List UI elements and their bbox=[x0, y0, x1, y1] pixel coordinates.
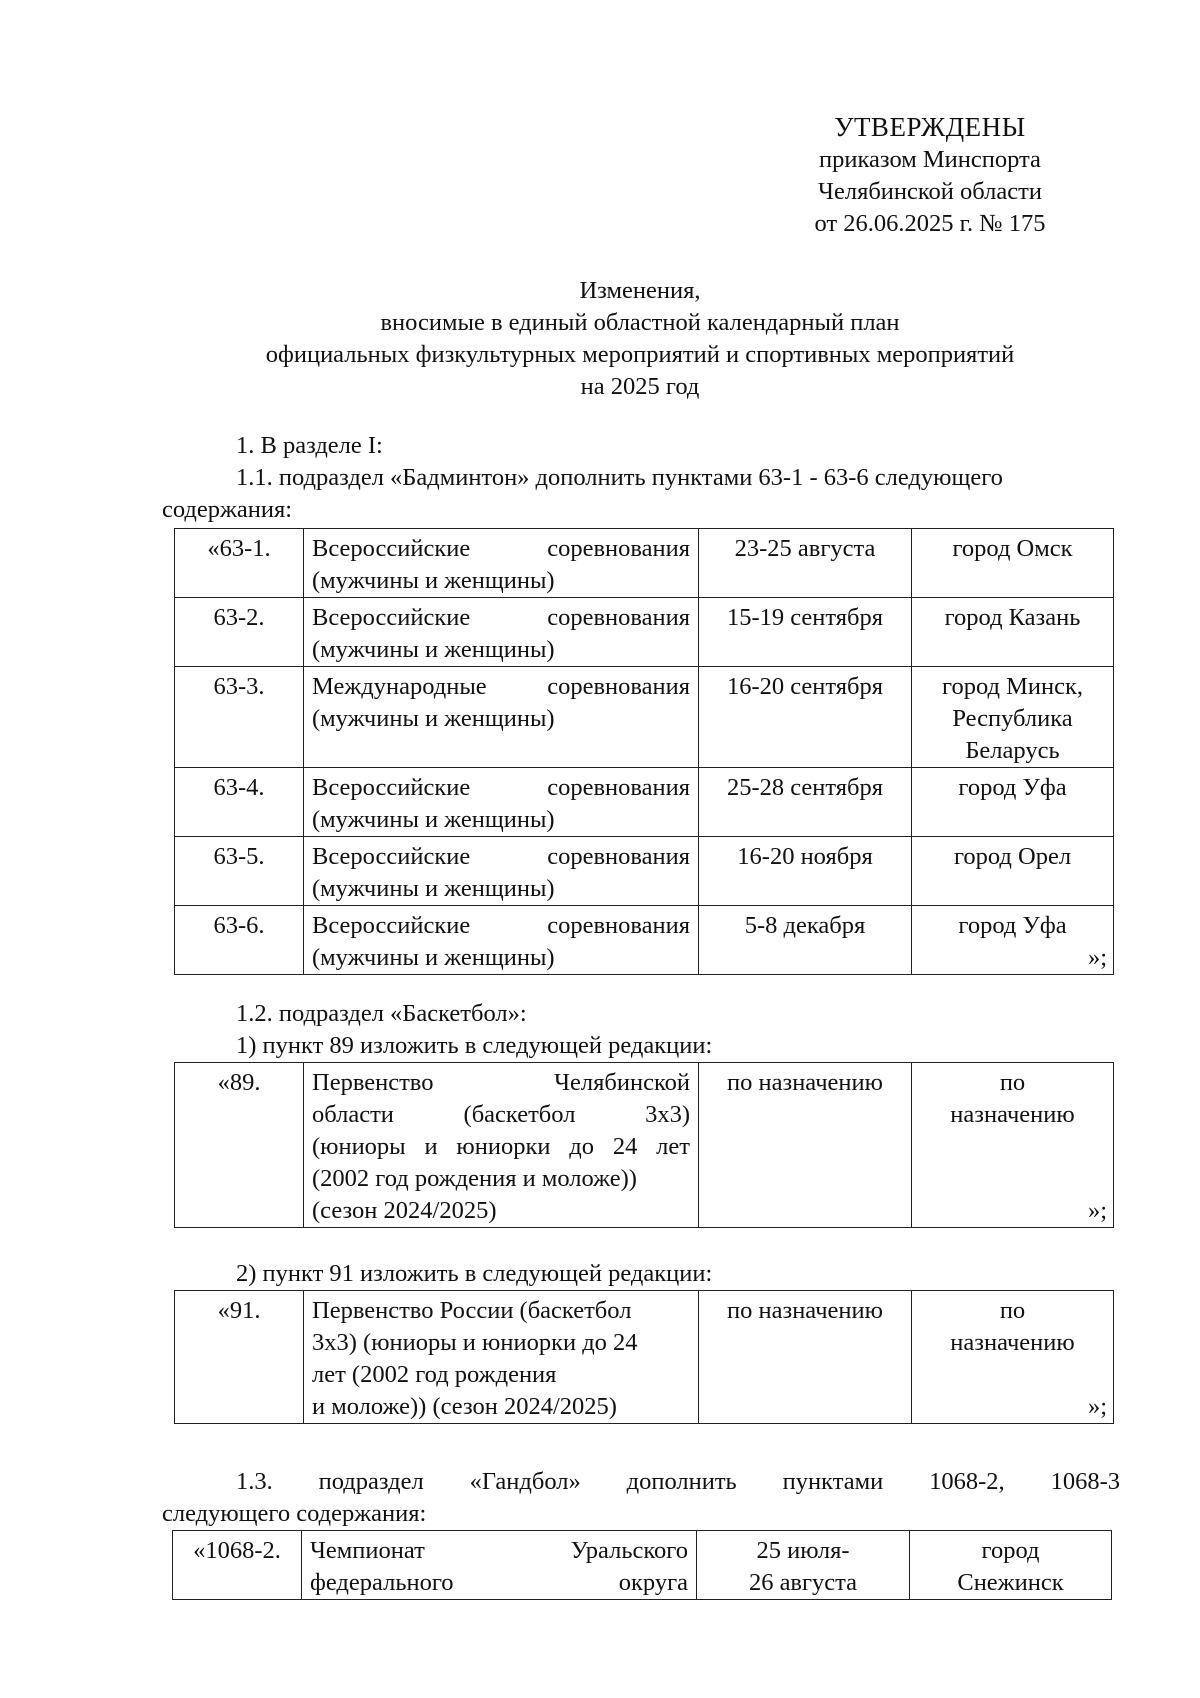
event-date bbox=[697, 1531, 910, 1600]
event-name-line: (юниоры и юниорки до 24 лет bbox=[312, 1133, 690, 1160]
event-date: 16-20 ноября bbox=[699, 837, 912, 906]
event-place-text: город Омск bbox=[952, 535, 1073, 562]
row-number: «91. bbox=[175, 1291, 304, 1424]
event-place-text: город Уфа bbox=[958, 912, 1067, 939]
row-number: 63-4. bbox=[175, 768, 304, 837]
title-line-2: вносимые в единый областной календарный план bbox=[380, 309, 900, 336]
item-1-2-2-text: 2) пункт 91 изложить в следующей редакции: bbox=[236, 1260, 713, 1287]
table-row bbox=[175, 598, 1114, 667]
item-1-1-line-2: содержания: bbox=[162, 496, 293, 523]
event-name-line: Всероссийские соревнования bbox=[312, 774, 690, 801]
event-date: 25-28 сентября bbox=[699, 768, 912, 837]
title-line-1: Изменения, bbox=[579, 277, 701, 304]
event-name-line: лет (2002 год рождения bbox=[312, 1361, 557, 1388]
event-name-line: Всероссийские соревнования bbox=[312, 912, 690, 939]
basketball-91-table bbox=[174, 1290, 1114, 1424]
event-place-text: город Казань bbox=[944, 604, 1081, 631]
event-place bbox=[912, 1063, 1114, 1228]
event-name-line: (мужчины и женщины) bbox=[312, 567, 555, 594]
item-1-3-word: 1068-2, bbox=[929, 1468, 1005, 1495]
approval-line-3: от 26.06.2025 г. № 175 bbox=[814, 210, 1046, 237]
item-1-3-line-1 bbox=[236, 1466, 1120, 1498]
item-1-3-word: 1068-3 bbox=[1050, 1468, 1120, 1495]
event-date: 5-8 декабря bbox=[699, 906, 912, 975]
event-name bbox=[304, 1063, 699, 1228]
event-name-line: (мужчины и женщины) bbox=[312, 636, 555, 663]
table-row bbox=[175, 1063, 1114, 1228]
row-number: «89. bbox=[175, 1063, 304, 1228]
event-place-line: Снежинск bbox=[957, 1569, 1064, 1596]
event-name bbox=[304, 529, 699, 598]
closing-quote: »; bbox=[1087, 944, 1107, 971]
item-1-2-1-text: 1) пункт 89 изложить в следующей редакции: bbox=[236, 1032, 713, 1059]
closing-quote: »; bbox=[1087, 1393, 1107, 1420]
item-1-3-word: «Гандбол» bbox=[469, 1468, 581, 1495]
approval-line-1: приказом Минспорта bbox=[819, 146, 1041, 173]
table-row bbox=[175, 906, 1114, 975]
event-name-line: 3х3) (юниоры и юниорки до 24 bbox=[312, 1329, 638, 1356]
event-name-line: (мужчины и женщины) bbox=[312, 875, 555, 902]
item-1-2-heading: 1.2. подраздел «Баскетбол»: bbox=[236, 1000, 527, 1027]
event-place bbox=[912, 837, 1114, 906]
event-place-text: по назначению bbox=[950, 1297, 1075, 1356]
event-place bbox=[910, 1531, 1112, 1600]
title-line-3: официальных физкультурных мероприятий и спортивных мероприятий bbox=[265, 341, 1015, 368]
event-place bbox=[912, 529, 1114, 598]
event-name-line: (мужчины и женщины) bbox=[312, 944, 555, 971]
item-1-3-word: 1.3. bbox=[236, 1468, 273, 1495]
approval-heading: УТВЕРЖДЕНЫ bbox=[834, 112, 1026, 142]
event-date: 15-19 сентября bbox=[699, 598, 912, 667]
event-name-line: Всероссийские соревнования bbox=[312, 604, 690, 631]
event-date-line: 26 августа bbox=[748, 1569, 858, 1596]
event-place bbox=[912, 667, 1114, 768]
event-place-text: город Минск, Республика Беларусь bbox=[942, 673, 1083, 764]
event-name-line: Всероссийские соревнования bbox=[312, 535, 690, 562]
event-name-line: федерального округа bbox=[310, 1569, 688, 1596]
item-1-3-word: подраздел bbox=[318, 1468, 424, 1495]
event-name-line: (мужчины и женщины) bbox=[312, 806, 555, 833]
event-name-line: (мужчины и женщины) bbox=[312, 705, 555, 732]
event-name bbox=[304, 667, 699, 768]
event-place bbox=[912, 1291, 1114, 1424]
event-place-line: город bbox=[981, 1537, 1040, 1564]
event-name-line: Первенство Челябинской bbox=[312, 1069, 690, 1096]
handball-table bbox=[172, 1530, 1112, 1600]
row-number: 63-5. bbox=[175, 837, 304, 906]
basketball-89-table bbox=[174, 1062, 1114, 1228]
row-number: «63-1. bbox=[175, 529, 304, 598]
event-name bbox=[304, 906, 699, 975]
event-name-line: и моложе)) (сезон 2024/2025) bbox=[312, 1393, 617, 1420]
event-place-text: по назначению bbox=[950, 1069, 1075, 1128]
item-1-3-word: дополнить bbox=[626, 1468, 737, 1495]
document-title bbox=[160, 275, 1120, 403]
approval-line-2: Челябинской области bbox=[818, 178, 1042, 205]
row-number: 63-2. bbox=[175, 598, 304, 667]
section-1-heading: 1. В разделе I: bbox=[236, 432, 383, 459]
event-place bbox=[912, 598, 1114, 667]
event-place-text: город Уфа bbox=[958, 774, 1067, 801]
event-place-text: город Орел bbox=[953, 843, 1072, 870]
table-row bbox=[173, 1531, 1112, 1600]
event-name bbox=[304, 768, 699, 837]
event-name-line: Чемпионат Уральского bbox=[310, 1537, 688, 1564]
event-name bbox=[304, 1291, 699, 1424]
event-date: 16-20 сентября bbox=[699, 667, 912, 768]
event-name-line: (сезон 2024/2025) bbox=[312, 1197, 497, 1224]
approval-stamp-block bbox=[780, 110, 1080, 240]
table-row bbox=[175, 529, 1114, 598]
event-date: по назначению bbox=[699, 1063, 912, 1228]
event-date: 23-25 августа bbox=[699, 529, 912, 598]
closing-quote: »; bbox=[1087, 1197, 1107, 1224]
row-number: «1068-2. bbox=[173, 1531, 302, 1600]
event-place bbox=[912, 906, 1114, 975]
table-row bbox=[175, 837, 1114, 906]
item-1-1-line-1: 1.1. подраздел «Бадминтон» дополнить пунктами 63-1 - 63-6 следующего bbox=[236, 464, 1003, 491]
item-1-3-line-2: следующего содержания: bbox=[162, 1500, 427, 1527]
event-name-line: Всероссийские соревнования bbox=[312, 843, 690, 870]
row-number: 63-3. bbox=[175, 667, 304, 768]
event-name-line: (2002 год рождения и моложе)) bbox=[312, 1165, 637, 1192]
event-name-line: области (баскетбол 3х3) bbox=[312, 1101, 690, 1128]
item-1-3-word: пунктами bbox=[782, 1468, 884, 1495]
event-name bbox=[304, 837, 699, 906]
event-place bbox=[912, 768, 1114, 837]
event-name bbox=[302, 1531, 697, 1600]
title-line-4: на 2025 год bbox=[580, 373, 700, 400]
table-row bbox=[175, 667, 1114, 768]
event-date-line: 25 июля- bbox=[756, 1537, 850, 1564]
event-name-line: Первенство России (баскетбол bbox=[312, 1297, 632, 1324]
event-name-line: Международные соревнования bbox=[312, 673, 690, 700]
event-name bbox=[304, 598, 699, 667]
row-number: 63-6. bbox=[175, 906, 304, 975]
badminton-table bbox=[174, 528, 1114, 975]
table-row bbox=[175, 1291, 1114, 1424]
event-date: по назначению bbox=[699, 1291, 912, 1424]
table-row bbox=[175, 768, 1114, 837]
